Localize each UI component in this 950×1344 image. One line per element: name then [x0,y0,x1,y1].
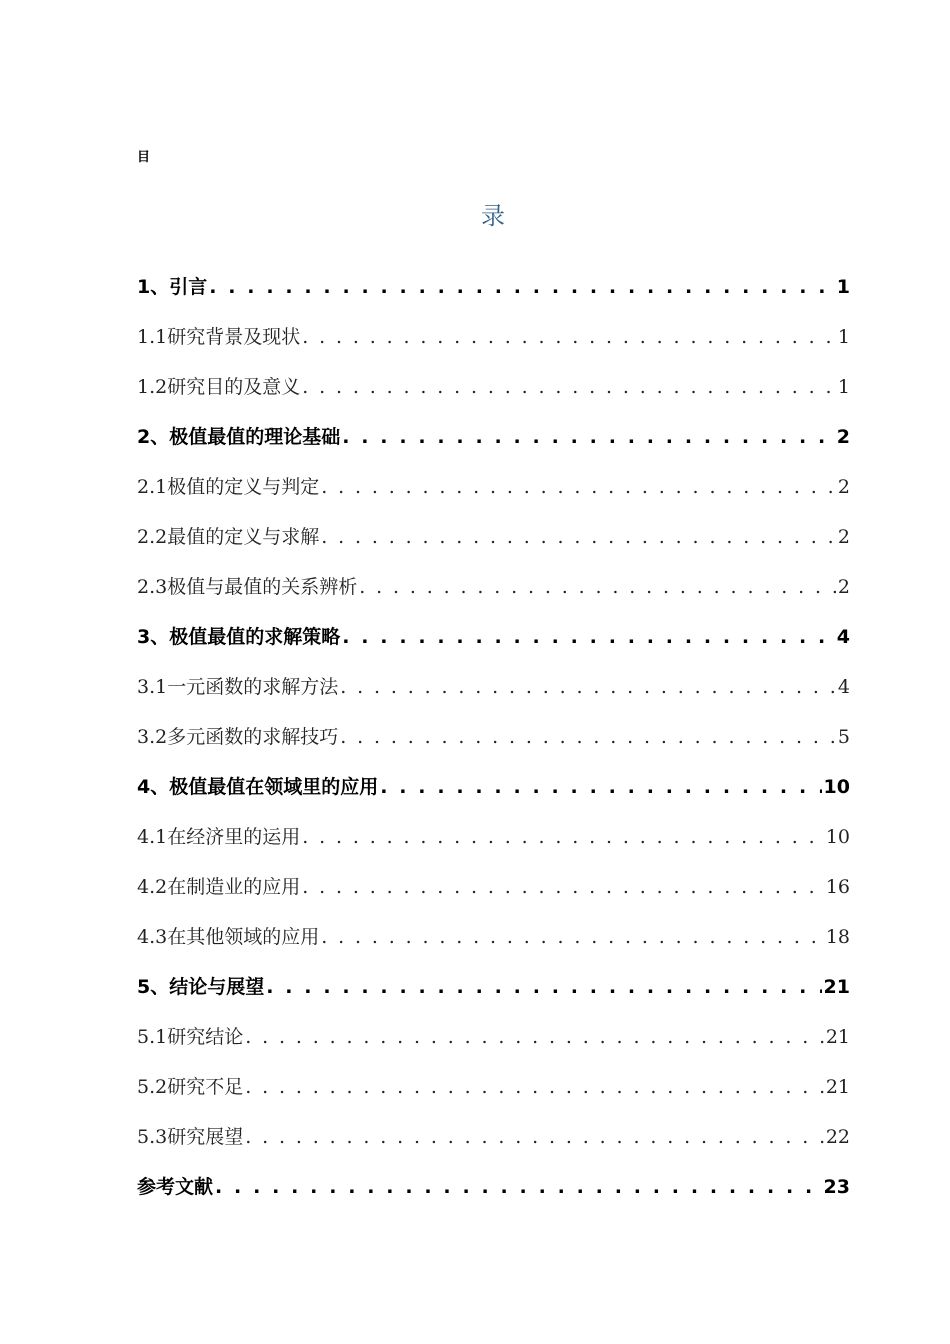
toc-chapter-entry[interactable] [137,422,850,472]
toc-heading-part-2: 录 [481,202,505,230]
toc-entry-label: 1.1研究背景及现状 [137,326,301,348]
toc-entry-page-number: 4 [837,676,850,698]
toc-entry-label: 3.2多元函数的求解技巧 [137,726,339,748]
toc-entry-label: 5.1研究结论 [137,1026,244,1048]
toc-entry-label: 2.3极值与最值的关系辨析 [137,576,358,598]
toc-leader-dots [302,876,824,898]
toc-entry-label: 5.2研究不足 [137,1076,244,1098]
toc-entry-page-number: 21 [825,1076,850,1098]
toc-entry-page-number: 10 [825,826,850,848]
toc-entry-label: 1、引言 [137,276,208,298]
toc-entry-page-number: 1 [836,276,850,298]
toc-chapter-entry[interactable] [137,772,850,822]
toc-leader-dots [245,1076,824,1098]
toc-entry-page-number: 10 [823,776,850,798]
toc-entry-label: 4.1在经济里的运用 [137,826,301,848]
toc-entry-page-number: 1 [837,376,850,398]
toc-section-entry[interactable] [137,322,850,372]
toc-section-entry[interactable] [137,872,850,922]
toc-leader-dots [380,776,821,798]
toc-entry-page-number: 21 [825,1026,850,1048]
toc-leader-dots [302,326,836,348]
toc-leader-dots [340,676,836,698]
toc-chapter-entry[interactable] [137,1172,850,1222]
toc-leader-dots [342,426,835,448]
toc-leader-dots [340,726,836,748]
toc-entry-label: 2、极值最值的理论基础 [137,426,341,448]
toc-entry-label: 4.2在制造业的应用 [137,876,301,898]
toc-leader-dots [209,276,835,298]
toc-entry-label: 1.2研究目的及意义 [137,376,301,398]
toc-entry-page-number: 18 [825,926,850,948]
toc-entry-page-number: 2 [837,476,850,498]
toc-entry-page-number: 1 [837,326,850,348]
toc-section-entry[interactable] [137,572,850,622]
toc-entry-page-number: 16 [825,876,850,898]
toc-chapter-entry[interactable] [137,972,850,1022]
toc-leader-dots [321,476,836,498]
toc-entry-page-number: 22 [825,1126,850,1148]
toc-section-entry[interactable] [137,822,850,872]
toc-leader-dots [359,576,836,598]
toc-entry-page-number: 21 [823,976,850,998]
toc-entry-page-number: 2 [837,576,850,598]
toc-entry-label: 4、极值最值在领域里的应用 [137,776,379,798]
toc-section-entry[interactable] [137,1122,850,1172]
toc-section-entry[interactable] [137,372,850,422]
toc-leader-dots [266,976,821,998]
toc-section-entry[interactable] [137,1022,850,1072]
toc-entry-page-number: 23 [823,1176,850,1198]
toc-entry-page-number: 5 [837,726,850,748]
toc-entry-label: 5、结论与展望 [137,976,265,998]
toc-entry-label: 2.1极值的定义与判定 [137,476,320,498]
toc-section-entry[interactable] [137,672,850,722]
toc-entry-page-number: 2 [837,526,850,548]
toc-leader-dots [321,926,824,948]
toc-section-entry[interactable] [137,472,850,522]
toc-entry-label: 2.2最值的定义与求解 [137,526,320,548]
toc-leader-dots [302,826,824,848]
toc-section-entry[interactable] [137,922,850,972]
toc-entry-page-number: 4 [836,626,850,648]
toc-entry-label: 5.3研究展望 [137,1126,244,1148]
toc-section-entry[interactable] [137,722,850,772]
toc-entry-label: 4.3在其他领域的应用 [137,926,320,948]
toc-leader-dots [342,626,835,648]
toc-entry-page-number: 2 [836,426,850,448]
toc-leader-dots [245,1026,824,1048]
toc-heading-part-1: 目 [137,150,151,165]
toc-section-entry[interactable] [137,522,850,572]
toc-chapter-entry[interactable] [137,622,850,672]
toc-chapter-entry[interactable] [137,272,850,322]
toc-leader-dots [302,376,836,398]
toc-leader-dots [321,526,836,548]
table-of-contents [137,272,850,1222]
toc-leader-dots [215,1176,822,1198]
toc-entry-label: 3.1一元函数的求解方法 [137,676,339,698]
toc-entry-label: 参考文献 [137,1176,214,1198]
toc-entry-label: 3、极值最值的求解策略 [137,626,341,648]
toc-leader-dots [245,1126,824,1148]
toc-section-entry[interactable] [137,1072,850,1122]
